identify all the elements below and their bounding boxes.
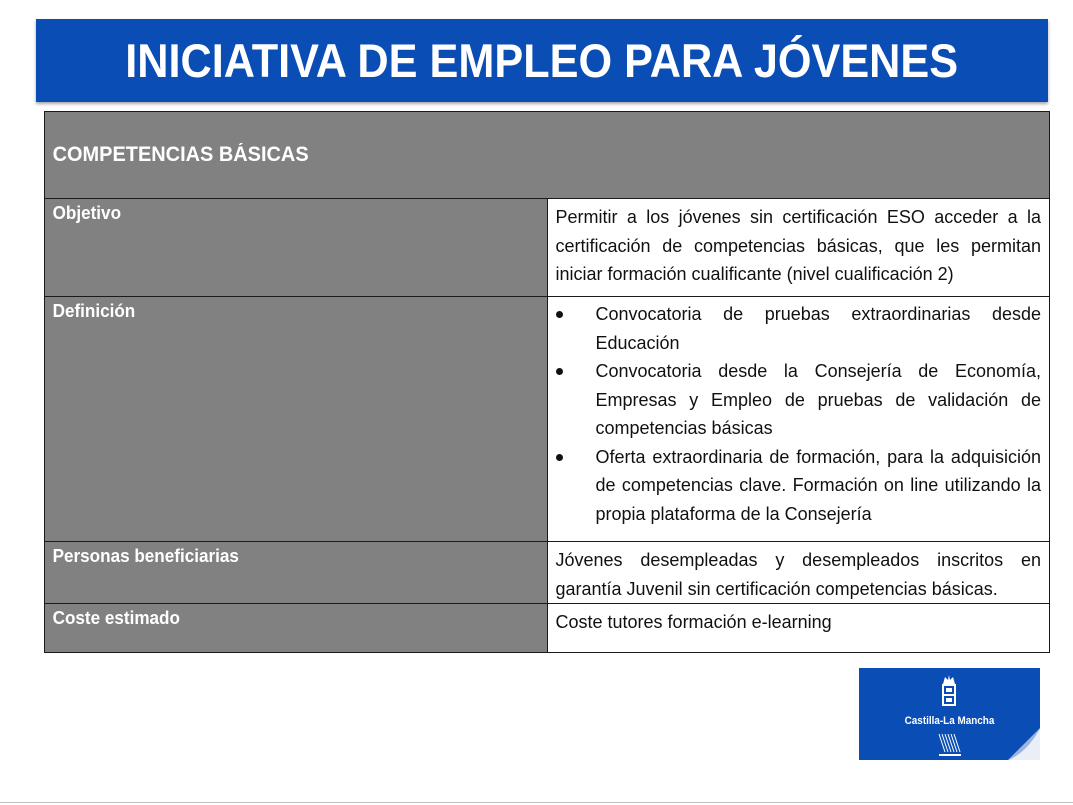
value-cell-definicion [547,297,1050,542]
table-row-coste [45,604,1050,653]
row-label: Personas beneficiarias [52,546,239,566]
value-cell-coste [547,604,1050,653]
label-cell-beneficiarias [45,542,548,604]
competencias-table [44,111,1050,653]
label-cell-definicion [45,297,548,542]
page-title: INICIATIVA DE EMPLEO PARA JÓVENES [125,34,959,87]
title-banner [36,19,1048,102]
row-label: Objetivo [52,203,122,223]
castilla-la-mancha-crest-icon [859,668,1040,760]
table-row-beneficiarias [45,542,1050,604]
table-row-definicion [45,297,1050,542]
table-header-row [45,112,1050,199]
row-value: Permitir a los jóvenes sin certificación ESO acceder a la certificación de competencias básicas, que les permitan iniciar formación cualificante (nivel cualificación 2) [555,207,1041,284]
row-value: Coste tutores formación e-learning [555,612,832,632]
label-cell-coste [45,604,548,653]
table-header-title: COMPETENCIAS BÁSICAS [52,143,309,166]
footer-divider [0,802,1073,803]
bullet-text: Oferta extraordinaria de formación, para la adquisición de competencias clave. Formación on line utilizando la propia plataforma de la Consejería [595,446,1041,524]
bullet-text: Convocatoria desde la Consejería de Economía, Empresas y Empleo de pruebas de validación de competencias básicas [595,361,1041,438]
definition-bullet-list [548,297,1050,528]
bullet-icon [556,311,563,318]
value-cell-objetivo [547,199,1050,297]
list-item [548,357,1042,443]
bullet-icon [556,368,563,375]
list-item [548,443,1042,529]
value-cell-beneficiarias [547,542,1050,604]
table-header-cell [45,112,1050,199]
row-label: Definición [52,301,136,321]
row-value: Jóvenes desempleadas y desempleados inscritos en garantía Juvenil sin certificación competencias básicas. [555,550,1041,599]
row-label: Coste estimado [52,608,180,628]
table-row-objetivo [45,199,1050,297]
castilla-la-mancha-logo [859,668,1040,760]
label-cell-objetivo [45,199,548,297]
list-item [548,300,1042,357]
bullet-text: Convocatoria de pruebas extraordinarias desde Educación [595,304,1041,353]
bullet-icon [556,454,563,461]
logo-text: Castilla-La Mancha [904,715,995,727]
